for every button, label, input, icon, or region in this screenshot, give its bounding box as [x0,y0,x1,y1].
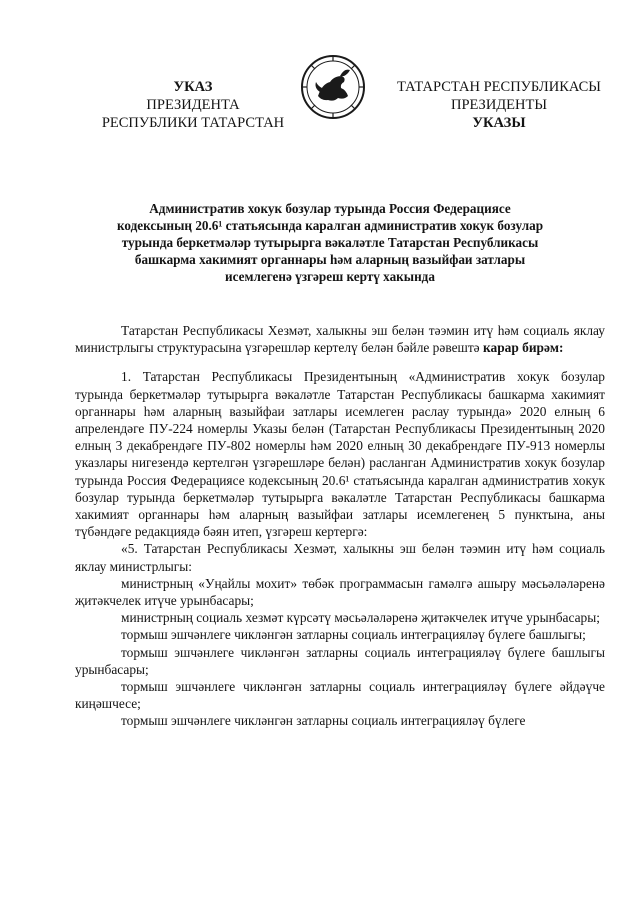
list-item: министрның «Уңайлы мохит» төбәк программасын гамәлгә ашыру мәсьәләләренә җитәкчелек итүче урынбасары; [75,575,605,609]
title-line: башкарма хакимият органнары һәм аларның вазыйфаи затлары [134,252,526,267]
header-right-line-3: УКАЗЫ [472,115,526,131]
title-line: кодексының 20.6¹ статьясында каралган административ хокук бозулар [116,218,544,233]
list-item: тормыш эшчәнлеге чикләнгән затларны социаль интеграцияләү бүлеге башлыгы; [121,627,586,643]
header-right-line-2: ПРЕЗИДЕНТЫ [450,97,548,113]
document-body [75,322,605,730]
title-line: Административ хокук бозулар турында Россия Федерациясе [149,201,511,216]
header-right-block [384,78,614,132]
header-left-line-2: ПРЕЗИДЕНТА [146,97,240,113]
list-item: министрның социаль хезмәт күрсәтү мәсьәләләренә җитәкчелек итүче урынбасары; [121,610,600,626]
document-title [60,200,600,285]
title-line: турында беркетмәләр тутырырга вәкаләтле Татарстан Республикасы [121,235,539,250]
header-right-line-1: ТАТАРСТАН РЕСПУБЛИКАСЫ [397,79,601,95]
list-item: тормыш эшчәнлеге чикләнгән затларны социаль интеграцияләү бүлеге әйдәүче киңәшчесе; [75,679,605,712]
title-line: исемлегенә үзгәреш кертү хакында [225,269,435,284]
preamble-decision: карар бирәм: [482,340,564,356]
header-left-line-1: УКАЗ [173,79,213,95]
paragraph-5-intro: «5. Татарстан Республикасы Хезмәт, халыкны эш белән тәэмин итү һәм социаль яклау министрлыгы: [75,541,605,574]
coat-of-arms-emblem [300,54,366,120]
paragraph-1: 1. Татарстан Республикасы Президентының «Административ хокук бозулар турында беркетмәләр тутырырга вәкаләтле Татарстан Республикасы башкарма хакимият органнары һәм аларның вазыйфаи затлары исемлеген раслау турында» 2020 елның 6 апрелендәге ПУ-224 номерлы Указы белән (Татарстан Республикасы Президентының 2020 елның 3 декабрендәге ПУ-802 номерлы һәм 2020 елның 30 декабрендәге ПУ-913 номерлы указлары нигезендә кертелгән үзгәрешләре белән) расланган Административ хокук бозулар турында Россия Федерациясе кодексының 20.6¹ статьясында каралган административ хокук бозулар турында беркетмәләр тутырырга вәкаләтле Татарстан Республикасы башкарма хакимият органнары һәм аларның вазыйфаи затлары исемлегенең 5 пунктына, аны түбәндәге редакциядә бәян итеп, үзгәреш кертергә: [75,369,605,540]
list-item: тормыш эшчәнлеге чикләнгән затларны социаль интеграцияләү бүлеге [121,713,526,729]
preamble-paragraph [75,322,605,356]
list-item: тормыш эшчәнлеге чикләнгән затларны социаль интеграцияләү бүлеге башлыгы урынбасары; [75,644,605,677]
header-left-line-3: РЕСПУБЛИКИ ТАТАРСТАН [101,115,285,131]
header-left-block [88,78,298,132]
preamble-text: Татарстан Республикасы Хезмәт, халыкны эш белән тәэмин итү һәм социаль яклау министрлыгы структурасына үзгәрешләр кертелү белән бәйле рәвештә [75,323,605,356]
